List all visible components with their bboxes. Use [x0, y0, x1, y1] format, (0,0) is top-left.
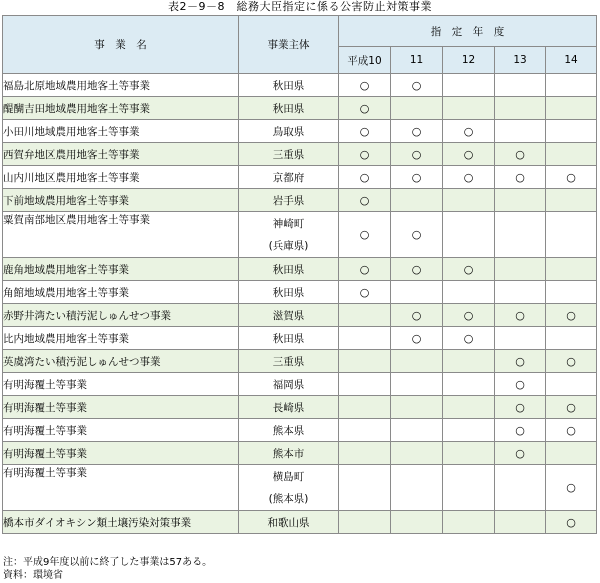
- project-name-cell: 山内川地区農用地客土等事業: [3, 166, 239, 189]
- circle-mark-icon: ○: [463, 170, 474, 184]
- project-name-cell: 醍醐吉田地域農用地客土等事業: [3, 97, 239, 120]
- year-mark-cell: [443, 419, 495, 442]
- table-title: 表2－9－8 総務大臣指定に係る公害防止対策事業: [168, 0, 432, 13]
- circle-mark-icon: ○: [411, 228, 422, 241]
- project-name-cell: 有明海覆土等事業: [3, 373, 239, 396]
- year-mark-cell: [546, 189, 597, 212]
- circle-mark-icon: ○: [411, 147, 422, 161]
- year-mark-cell: [391, 258, 443, 281]
- project-name-cell: 比内地域農用地客土等事業: [3, 327, 239, 350]
- year-mark-cell: [391, 212, 443, 258]
- year-mark-cell: [391, 189, 443, 212]
- year-mark-cell: [443, 350, 495, 373]
- year-mark-cell: [546, 143, 597, 166]
- circle-mark-icon: ○: [566, 515, 576, 529]
- year-mark-cell: [339, 281, 391, 304]
- circle-mark-icon: ○: [359, 78, 370, 92]
- year-mark-cell: [339, 511, 391, 534]
- table-row: [3, 304, 597, 327]
- actor-cell: 秋田県: [239, 97, 339, 120]
- year-mark-cell: [495, 465, 546, 511]
- actor-cell: 秋田県: [239, 258, 339, 281]
- table-row: [3, 258, 597, 281]
- year-mark-cell: [495, 442, 546, 465]
- year-mark-cell: [495, 258, 546, 281]
- year-mark-cell: [391, 74, 443, 97]
- circle-mark-icon: ○: [566, 354, 576, 368]
- project-name-cell: 粟賀南部地区農用地客土等事業: [3, 212, 239, 258]
- circle-mark-icon: ○: [359, 193, 370, 207]
- year-mark-cell: [495, 212, 546, 258]
- actor-line: 神崎町: [272, 217, 305, 230]
- actor-cell: 京都府: [239, 166, 339, 189]
- year-mark-cell: [391, 304, 443, 327]
- year-mark-cell: [443, 74, 495, 97]
- table-row: [3, 465, 597, 511]
- actor-cell: 滋賀県: [239, 304, 339, 327]
- circle-mark-icon: ○: [566, 481, 576, 494]
- year-mark-cell: [546, 304, 597, 327]
- circle-mark-icon: ○: [566, 170, 576, 184]
- year-mark-cell: [339, 258, 391, 281]
- year-mark-cell: [339, 350, 391, 373]
- year-mark-cell: [339, 166, 391, 189]
- circle-mark-icon: ○: [411, 78, 422, 92]
- year-mark-cell: [339, 465, 391, 511]
- project-name-cell: 橋本市ダイオキシン類土壌汚染対策事業: [3, 511, 239, 534]
- actor-cell: [239, 212, 339, 258]
- circle-mark-icon: ○: [359, 101, 370, 115]
- circle-mark-icon: ○: [411, 308, 422, 322]
- actor-cell: 秋田県: [239, 327, 339, 350]
- year-mark-cell: [443, 97, 495, 120]
- actor-cell: 和歌山県: [239, 511, 339, 534]
- header-year: 13: [495, 47, 546, 74]
- year-mark-cell: [443, 396, 495, 419]
- actor-cell: 岩手県: [239, 189, 339, 212]
- year-mark-cell: [495, 281, 546, 304]
- year-mark-cell: [339, 120, 391, 143]
- circle-mark-icon: ○: [515, 354, 525, 368]
- actor-cell: 秋田県: [239, 74, 339, 97]
- circle-mark-icon: ○: [463, 308, 474, 322]
- circle-mark-icon: ○: [515, 147, 525, 161]
- year-mark-cell: [495, 419, 546, 442]
- year-mark-cell: [391, 281, 443, 304]
- year-mark-cell: [391, 143, 443, 166]
- year-mark-cell: [339, 143, 391, 166]
- source-line: 資料：環境省: [3, 570, 63, 581]
- circle-mark-icon: ○: [515, 170, 525, 184]
- notes: [3, 556, 212, 582]
- project-name-cell: 下前地域農用地客土等事業: [3, 189, 239, 212]
- table-row: [3, 120, 597, 143]
- header-designated-year: 指 定 年 度: [339, 16, 597, 47]
- year-mark-cell: [443, 465, 495, 511]
- circle-mark-icon: ○: [566, 308, 576, 322]
- circle-mark-icon: ○: [515, 377, 525, 391]
- year-mark-cell: [391, 373, 443, 396]
- year-mark-cell: [495, 304, 546, 327]
- header-year: 14: [546, 47, 597, 74]
- table-row: [3, 212, 597, 258]
- year-mark-cell: [443, 212, 495, 258]
- year-mark-cell: [546, 373, 597, 396]
- circle-mark-icon: ○: [359, 285, 370, 299]
- project-name-cell: 角館地域農用地客土等事業: [3, 281, 239, 304]
- year-mark-cell: [443, 442, 495, 465]
- year-mark-cell: [443, 143, 495, 166]
- circle-mark-icon: ○: [463, 331, 474, 345]
- actor-cell: 三重県: [239, 143, 339, 166]
- circle-mark-icon: ○: [359, 262, 370, 276]
- project-name-cell: 有明海覆土等事業: [3, 442, 239, 465]
- year-mark-cell: [339, 442, 391, 465]
- header-year: 11: [391, 47, 443, 74]
- header-actor: 事業主体: [239, 16, 339, 74]
- project-name-cell: 有明海覆土等事業: [3, 396, 239, 419]
- year-mark-cell: [546, 511, 597, 534]
- table-body: [3, 74, 597, 534]
- circle-mark-icon: ○: [515, 423, 525, 437]
- year-mark-cell: [339, 419, 391, 442]
- year-mark-cell: [391, 120, 443, 143]
- table-row: [3, 189, 597, 212]
- header-year: 平成10: [339, 47, 391, 74]
- year-mark-cell: [339, 212, 391, 258]
- actor-cell: 秋田県: [239, 281, 339, 304]
- circle-mark-icon: ○: [411, 331, 422, 345]
- year-mark-cell: [495, 120, 546, 143]
- year-mark-cell: [546, 166, 597, 189]
- table-row: [3, 281, 597, 304]
- project-table: [2, 15, 597, 534]
- table-row: [3, 511, 597, 534]
- project-name-cell: 英虞湾たい積汚泥しゅんせつ事業: [3, 350, 239, 373]
- year-mark-cell: [391, 465, 443, 511]
- year-mark-cell: [546, 97, 597, 120]
- circle-mark-icon: ○: [515, 400, 525, 414]
- year-mark-cell: [391, 442, 443, 465]
- circle-mark-icon: ○: [515, 446, 525, 460]
- year-mark-cell: [546, 258, 597, 281]
- actor-cell: 熊本市: [239, 442, 339, 465]
- actor-cell: 鳥取県: [239, 120, 339, 143]
- year-mark-cell: [495, 97, 546, 120]
- table-row: [3, 373, 597, 396]
- year-mark-cell: [546, 74, 597, 97]
- header-year: 12: [443, 47, 495, 74]
- project-name-cell: 福島北原地域農用地客土等事業: [3, 74, 239, 97]
- table-row: [3, 327, 597, 350]
- year-mark-cell: [495, 511, 546, 534]
- actor-cell: 熊本県: [239, 419, 339, 442]
- year-mark-cell: [546, 327, 597, 350]
- year-mark-cell: [495, 327, 546, 350]
- year-mark-cell: [443, 281, 495, 304]
- year-mark-cell: [339, 396, 391, 419]
- actor-line: (兵庫県): [268, 239, 309, 252]
- year-mark-cell: [546, 350, 597, 373]
- actor-cell: [239, 465, 339, 511]
- year-mark-cell: [443, 327, 495, 350]
- table-row: [3, 97, 597, 120]
- actor-cell: 三重県: [239, 350, 339, 373]
- year-mark-cell: [546, 120, 597, 143]
- year-mark-cell: [391, 396, 443, 419]
- year-mark-cell: [443, 258, 495, 281]
- year-mark-cell: [391, 511, 443, 534]
- actor-cell: 長崎県: [239, 396, 339, 419]
- table-row: [3, 442, 597, 465]
- year-mark-cell: [495, 373, 546, 396]
- note-line: 注：平成9年度以前に終了した事業は57ある。: [3, 557, 213, 568]
- circle-mark-icon: ○: [463, 124, 474, 138]
- actor-line: 横島町: [272, 470, 305, 483]
- table-row: [3, 350, 597, 373]
- year-mark-cell: [495, 74, 546, 97]
- year-mark-cell: [495, 396, 546, 419]
- circle-mark-icon: ○: [411, 170, 422, 184]
- year-mark-cell: [495, 350, 546, 373]
- year-mark-cell: [339, 304, 391, 327]
- circle-mark-icon: ○: [515, 308, 525, 322]
- year-mark-cell: [391, 419, 443, 442]
- year-mark-cell: [495, 189, 546, 212]
- year-mark-cell: [495, 143, 546, 166]
- circle-mark-icon: ○: [359, 170, 370, 184]
- table-row: [3, 419, 597, 442]
- year-mark-cell: [546, 212, 597, 258]
- year-mark-cell: [443, 373, 495, 396]
- project-name-cell: 西賀弁地区農用地客土等事業: [3, 143, 239, 166]
- project-name-cell: 小田川地域農用地客土等事業: [3, 120, 239, 143]
- circle-mark-icon: ○: [359, 147, 370, 161]
- circle-mark-icon: ○: [359, 124, 370, 138]
- project-name-cell: 有明海覆土等事業: [3, 465, 239, 511]
- project-name-cell: 有明海覆土等事業: [3, 419, 239, 442]
- table-row: [3, 396, 597, 419]
- circle-mark-icon: ○: [359, 228, 370, 241]
- circle-mark-icon: ○: [411, 124, 422, 138]
- year-mark-cell: [339, 373, 391, 396]
- table-row: [3, 74, 597, 97]
- year-mark-cell: [339, 97, 391, 120]
- year-mark-cell: [443, 511, 495, 534]
- year-mark-cell: [546, 419, 597, 442]
- year-mark-cell: [339, 74, 391, 97]
- table-row: [3, 166, 597, 189]
- circle-mark-icon: ○: [566, 423, 576, 437]
- year-mark-cell: [546, 442, 597, 465]
- year-mark-cell: [495, 166, 546, 189]
- actor-line: (熊本県): [268, 492, 309, 505]
- year-mark-cell: [546, 281, 597, 304]
- circle-mark-icon: ○: [411, 262, 422, 276]
- project-name-cell: 鹿角地域農用地客土等事業: [3, 258, 239, 281]
- year-mark-cell: [339, 189, 391, 212]
- header-project-name: 事 業 名: [3, 16, 239, 74]
- circle-mark-icon: ○: [463, 262, 474, 276]
- year-mark-cell: [443, 304, 495, 327]
- table-row: [3, 143, 597, 166]
- actor-cell: 福岡県: [239, 373, 339, 396]
- circle-mark-icon: ○: [566, 400, 576, 414]
- year-mark-cell: [443, 166, 495, 189]
- year-mark-cell: [391, 166, 443, 189]
- year-mark-cell: [391, 327, 443, 350]
- year-mark-cell: [391, 350, 443, 373]
- year-mark-cell: [546, 465, 597, 511]
- year-mark-cell: [339, 327, 391, 350]
- project-name-cell: 赤野井湾たい積汚泥しゅんせつ事業: [3, 304, 239, 327]
- year-mark-cell: [443, 189, 495, 212]
- year-mark-cell: [443, 120, 495, 143]
- year-mark-cell: [391, 97, 443, 120]
- year-mark-cell: [546, 396, 597, 419]
- circle-mark-icon: ○: [463, 147, 474, 161]
